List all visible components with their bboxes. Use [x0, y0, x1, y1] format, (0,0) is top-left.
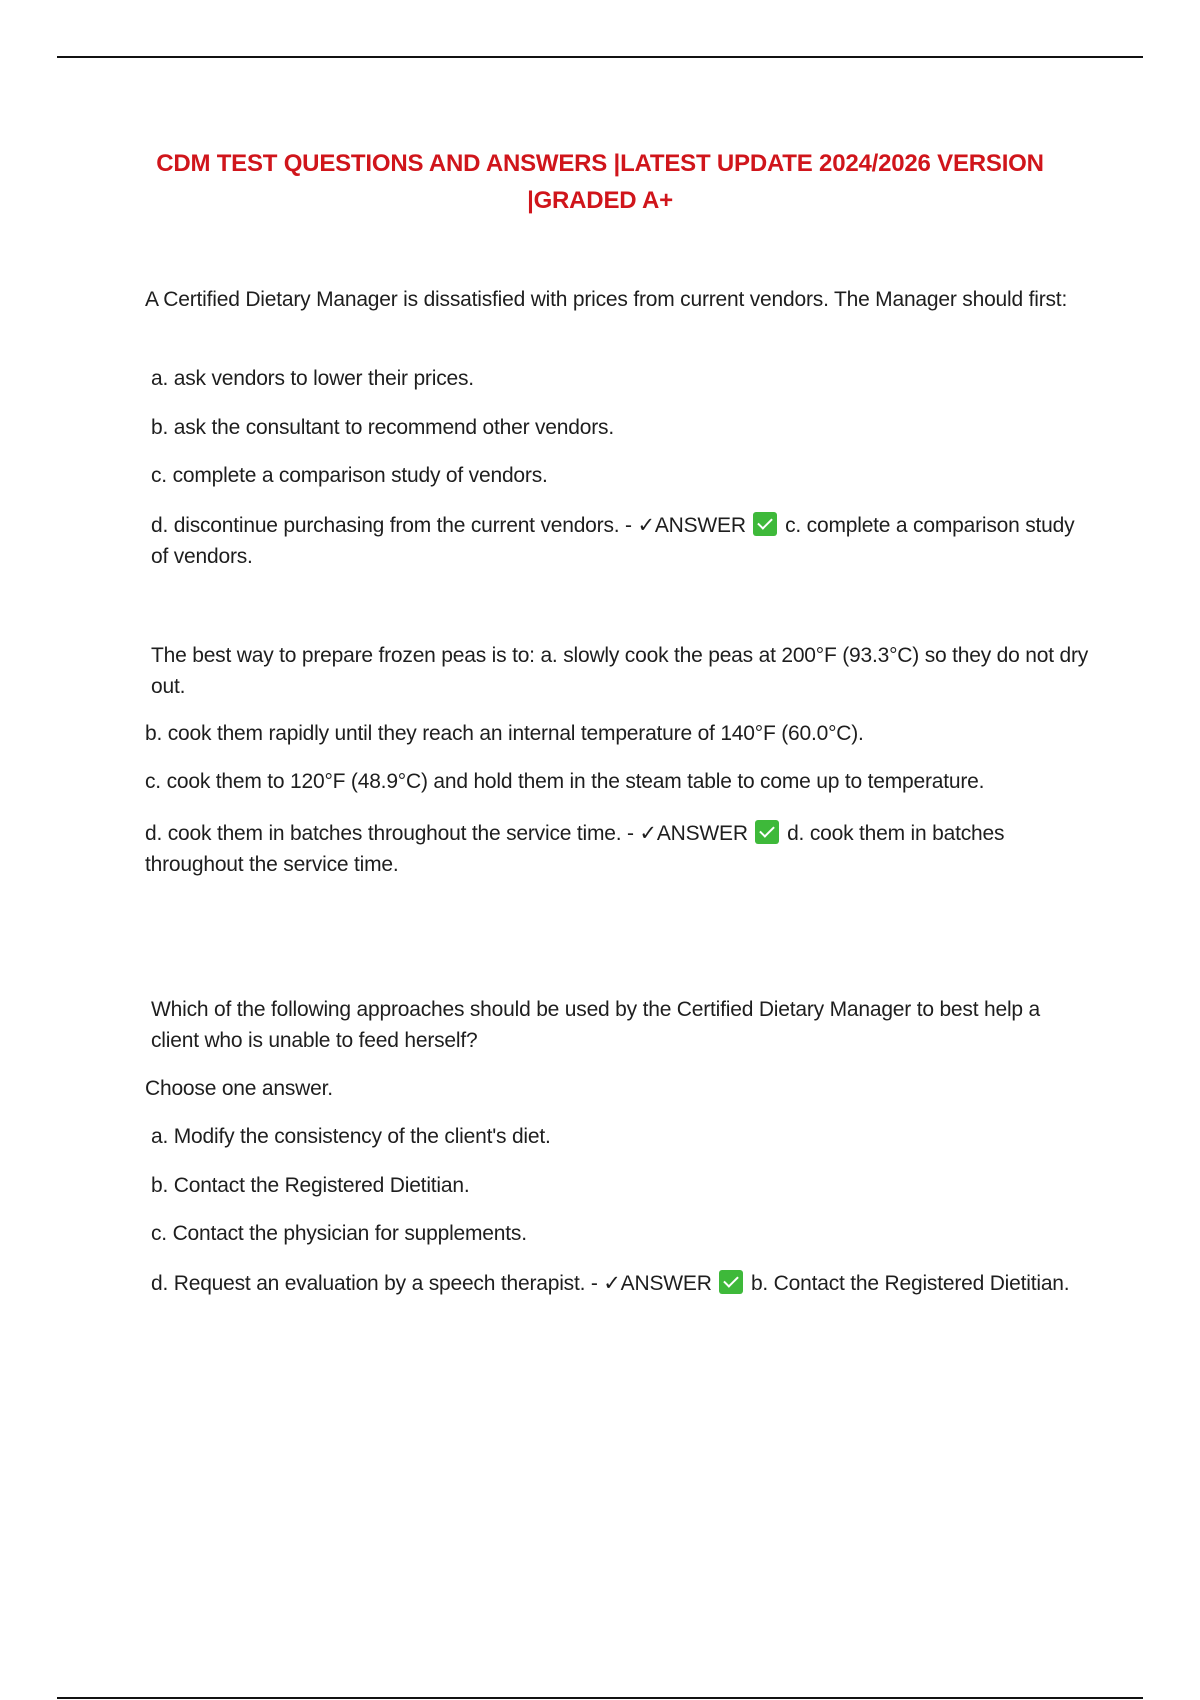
question-3-option-d: d. Request an evaluation by a speech therapist. - ✓ANSWER: [151, 1272, 712, 1295]
question-3-instruction: Choose one answer.: [145, 1077, 333, 1100]
question-2-stem: The best way to prepare frozen peas is to: a. slowly cook the peas at 200°F (93.3°C) so they do not dry out.: [151, 644, 1089, 698]
question-1-option-c: c. complete a comparison study of vendors.: [151, 464, 548, 487]
green-checkmark-icon: [719, 1270, 743, 1294]
question-3-option-d-answer: [145, 1268, 1091, 1299]
question-2-answer: d. cook them in batches throughout the service time.: [145, 822, 1005, 876]
green-checkmark-icon: [755, 820, 779, 844]
top-rule: [57, 56, 1143, 58]
question-2-option-d-answer: [145, 818, 1085, 880]
question-3-answer: b. Contact the Registered Dietitian.: [750, 1272, 1070, 1295]
title-line-2: |GRADED A+: [527, 187, 673, 214]
question-1-answer: c. complete a comparison study of vendors.: [151, 514, 1075, 568]
question-1-option-d: d. discontinue purchasing from the current vendors. - ✓ANSWER: [151, 514, 746, 537]
question-1-option-b: b. ask the consultant to recommend other vendors.: [151, 416, 614, 439]
question-2-option-b: b. cook them rapidly until they reach an internal temperature of 140°F (60.0°C).: [145, 722, 864, 745]
question-1-option-a: a. ask vendors to lower their prices.: [151, 367, 474, 390]
question-2-option-c: c. cook them to 120°F (48.9°C) and hold them in the steam table to come up to temperature.: [145, 770, 985, 793]
question-2-option-d: d. cook them in batches throughout the service time. - ✓ANSWER: [145, 822, 748, 845]
question-1-stem: A Certified Dietary Manager is dissatisfied with prices from current vendors. The Manager should first:: [145, 288, 1068, 311]
question-3-option-a: a. Modify the consistency of the client's diet.: [151, 1125, 551, 1148]
document-title: [150, 145, 1050, 219]
title-line-1: CDM TEST QUESTIONS AND ANSWERS |LATEST UPDATE 2024/2026 VERSION: [156, 150, 1044, 177]
question-3-stem: Which of the following approaches should be used by the Certified Dietary Manager to best help a client who is unable to feed herself?: [151, 998, 1040, 1052]
question-3-option-c: c. Contact the physician for supplements.: [151, 1222, 527, 1245]
question-3-option-b: b. Contact the Registered Dietitian.: [151, 1174, 470, 1197]
green-checkmark-icon: [753, 512, 777, 536]
bottom-rule: [57, 1697, 1143, 1699]
question-1-option-d-answer: [145, 510, 1091, 572]
